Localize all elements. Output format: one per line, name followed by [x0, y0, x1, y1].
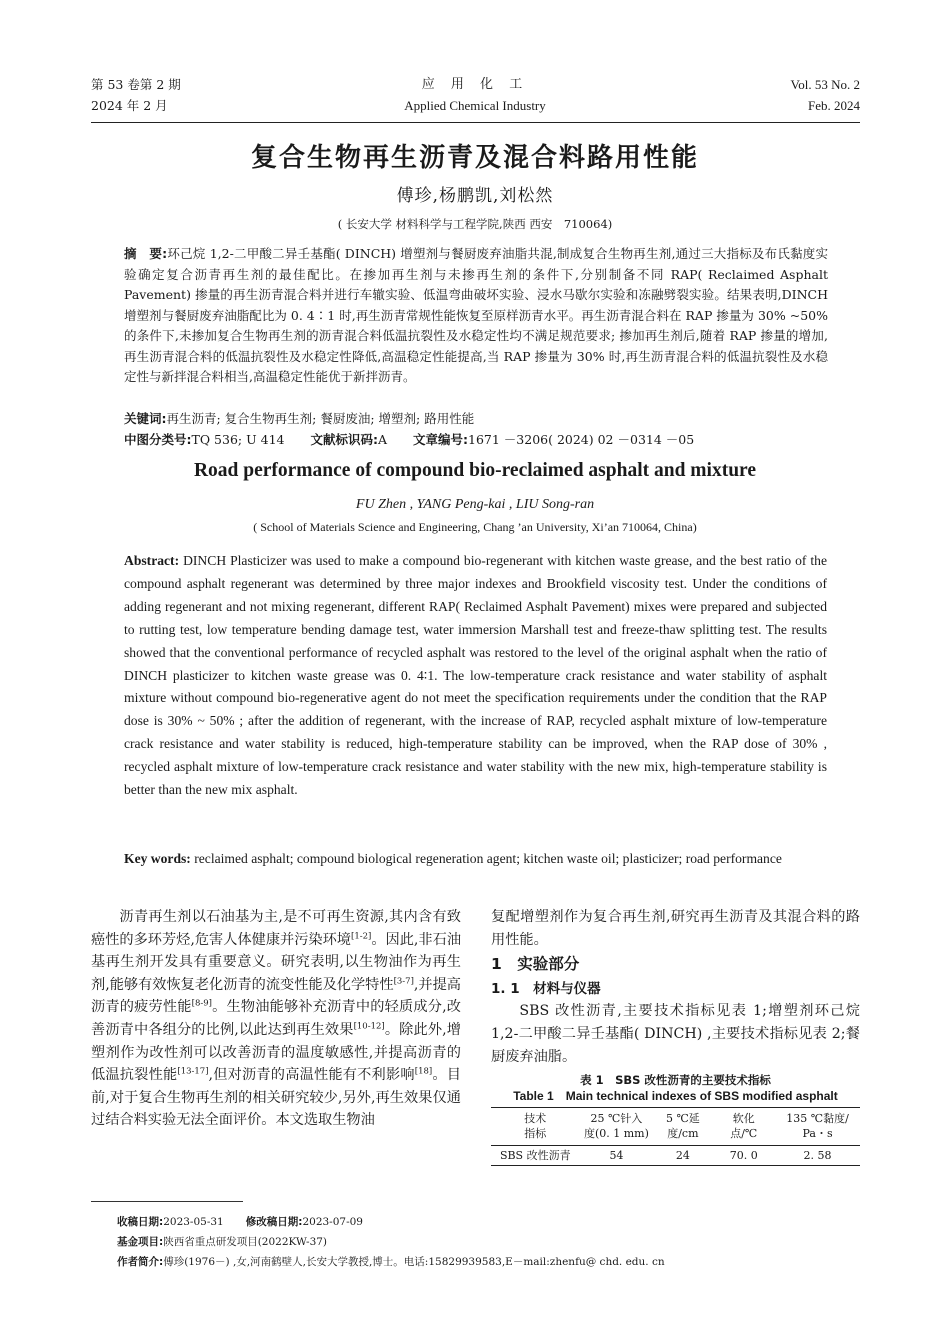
intro-text-2: 。因此,非石油基再生剂开发具有重要意义。研究表明,以生物油作为再生剂,能够有效恢复老化沥青的流变性能及化学特性 [91, 931, 462, 993]
intro-text-7: 。目前,对于复合生物再生剂的相关研究较少,另外,再生效果仅通过结合料实验无法全面评价。本文选取生物油 [91, 1067, 461, 1129]
materials-paragraph: SBS 改性沥青,主要技术指标见表 1;增塑剂环己烷 1,2-二甲酸二异壬基酯( DINCH) ,主要技术指标见表 2;餐厨废弃油脂。 [491, 1003, 860, 1065]
keywords-cn-text: 再生沥青; 复合生物再生剂; 餐厨废油; 增塑剂; 路用性能 [166, 411, 475, 426]
footnote-fund [117, 1232, 860, 1252]
clc-label: 中图分类号: [124, 432, 192, 447]
table-header-row [491, 1108, 860, 1146]
intro-text-3: ,并提高沥青的疲劳性能 [91, 976, 461, 1016]
intro-text-1: 沥青再生剂以石油基为主,是不可再生资源,其内含有致癌性的多环芳烃,危害人体健康并污染环境 [91, 909, 461, 948]
abstract-en-label: Abstract: [124, 553, 180, 568]
doc-code-value: A [377, 432, 387, 447]
classification-cn [124, 430, 828, 451]
citation: [8-9] [191, 998, 212, 1009]
header-date-cn: 2024 年 2 月 [91, 98, 168, 113]
table-header-cell: 软化 点/℃ [730, 1112, 758, 1141]
intro-continuation: 复配增塑剂作为复合再生剂,研究再生沥青及其混合料的路用性能。 [491, 909, 860, 948]
received-date: 2023-05-31 [163, 1216, 224, 1228]
abstract-cn-text: 环己烷 1,2-二甲酸二异壬基酯( DINCH) 增塑剂与餐厨废弃油脂共混,制成复合生物再生剂,通过三大指标及布氏黏度实验确定复合沥青再生剂的最佳配比。在掺加再生剂与未掺再生剂的条件下,分别制备不同 RAP( Reclaimed Asphalt Pavement) 掺量的再生沥青混合料并进行车辙实验、低温弯曲破坏实验、浸水马歇尔实验和冻融劈裂实验。结果表明,DINCH 增塑剂与餐厨废弃油脂配比为 0. 4∶1 时,再生沥青常规性能恢复至原样沥青水平。再生沥青混合料在 RAP 掺量为 30% ~50% 的条件下,未掺加复合生物再生剂的沥青混合料低温抗裂性及水稳定性均不满足规范要求; 掺加再生剂后,随着 RAP 掺量的增加,再生沥青混合料的低温抗裂性及水稳定性降低,高温稳定性能提高,当 RAP 掺量为 30% 时,再生沥青混合料的低温抗裂性及水稳定性与新拌混合料相当,高温稳定性能优于新拌沥青。 [124, 246, 829, 384]
journal-name-cn: 应 用 化 工 [421, 77, 529, 92]
table-header-cell: 5 ℃延 度/cm [665, 1112, 700, 1141]
intro-text-4: 。生物油能够补充沥青中的轻质成分,改善沥青中各组分的比例,以此达到再生效果 [91, 999, 461, 1038]
authors-cn: 傅珍,杨鹏凯,刘松然 [396, 186, 554, 206]
table-cell: 54 [609, 1149, 624, 1163]
citation: [18] [414, 1066, 433, 1077]
citation: [1-2] [351, 930, 372, 941]
received-label: 收稿日期: [117, 1216, 164, 1228]
keywords-cn [124, 409, 828, 430]
journal-name-en: Applied Chemical Industry [404, 98, 546, 113]
abstract-cn [124, 244, 828, 388]
section-heading: 1 实验部分 [491, 955, 580, 974]
revised-date: 2023-07-09 [302, 1216, 363, 1228]
table-cell: 2. 58 [803, 1149, 832, 1163]
body-left-column [91, 906, 461, 1132]
intro-text-5: 。除此外,增塑剂作为改性剂可以改善沥青的温度敏感性,并提高沥青的低温抗裂性能 [91, 1021, 461, 1084]
paper-title-en: Road performance of compound bio-reclaimed asphalt and mixture [193, 460, 757, 481]
header-volume-en: Vol. 53 No. 2 [790, 77, 860, 92]
clc-value: TQ 536; U 414 [191, 432, 285, 447]
keywords-cn-label: 关键词: [124, 411, 167, 426]
citation: [13-17] [177, 1066, 209, 1077]
header-volume-cn: 第 53 卷第 2 期 [91, 77, 181, 92]
author-bio-label: 作者简介: [117, 1256, 164, 1268]
table-caption-en: Table 1 Main technical indexes of SBS modified asphalt [513, 1089, 838, 1104]
revised-label: 修改稿日期: [245, 1216, 303, 1228]
table-caption-cn: 表 1 SBS 改性沥青的主要技术指标 [580, 1073, 771, 1088]
table-header-cell: 技术 指标 [524, 1112, 547, 1141]
footnote-rule [91, 1201, 243, 1202]
abstract-cn-label: 摘 要: [124, 246, 168, 261]
footnote-dates [117, 1212, 860, 1232]
header-date-en: Feb. 2024 [808, 98, 860, 113]
fund-label: 基金项目: [117, 1236, 164, 1248]
intro-paragraph [91, 906, 461, 1132]
table-row [491, 1146, 860, 1166]
intro-text-6: ,但对沥青的高温性能有不利影响 [208, 1067, 415, 1084]
article-no-label: 文章编号: [413, 432, 468, 447]
affiliation-cn: ( 长安大学 材料科学与工程学院,陕西 西安 710064) [337, 217, 613, 231]
authors-en: FU Zhen , YANG Peng-kai , LIU Song-ran [355, 497, 595, 512]
table-header-cell: 135 ℃黏度/ Pa・s [786, 1112, 849, 1141]
header-rule [91, 122, 860, 123]
citation: [3-7] [393, 976, 414, 987]
table-header-cell: 25 ℃针入 度(0. 1 mm) [583, 1112, 649, 1141]
paper-title-cn: 复合生物再生沥青及混合料路用性能 [250, 143, 699, 173]
subsection-heading: 1. 1 材料与仪器 [491, 980, 601, 997]
footnote-author [117, 1252, 860, 1272]
abstract-en-text: DINCH Plasticizer was used to make a compound bio-regenerant with kitchen waste grease, and the best ratio of the compound asphalt regenerant was determined by three major indexes and Brookfield viscosity test. Under the conditions of adding regenerant and not mixing regenerant, different RAP( Reclaimed Asphalt Pavement) mixes were prepared and subjected to rutting test, low temperature bending damage test, water immersion Marshall test and freeze-thaw splitting test. The results showed that the conventional performance of recycled asphalt was restored to the level of the original asphalt when the ratio of DINCH plasticizer to kitchen waste grease was 0. 4∶1. The low-temperature crack resistance and water stability of asphalt mixture without compound bio-regenerative agent do not meet the specification requirements under the condition that the RAP dose is 30% ~ 50% ; after the addition of regenerant, with the increase of RAP, recycled asphalt mixture of low-temperature crack resistance and water stability is reduced, high-temperature stability can be improved, when the RAP dose of 30% , recycled asphalt mixture of low-temperature crack resistance and water stability with the new mix, high-temperature stability is better than the new mix asphalt. [124, 553, 827, 798]
author-bio-text: 傅珍(1976－) ,女,河南鹤壁人,长安大学教授,博士。电话:15829939583,E－mail:zhenfu@ chd. edu. cn [163, 1256, 665, 1268]
abstract-en [124, 550, 827, 802]
body-right-column [491, 906, 860, 1166]
doc-code-label: 文献标识码: [310, 432, 378, 447]
table-cell: 70. 0 [729, 1149, 758, 1163]
citation: [10-12] [353, 1021, 385, 1032]
article-no-value: 1671 －3206( 2024) 02 －0314 －05 [468, 432, 695, 447]
table-cell: SBS 改性沥青 [499, 1149, 571, 1163]
affiliation-en: ( School of Materials Science and Engineering, Chang ’an University, Xi’an 710064, China) [253, 520, 697, 534]
fund-text: 陕西省重点研发项目(2022KW-37) [163, 1236, 328, 1248]
keywords-en [124, 848, 827, 871]
table-sbs-indexes [491, 1107, 860, 1166]
table-cell: 24 [675, 1149, 690, 1163]
keywords-en-text: reclaimed asphalt; compound biological regeneration agent; kitchen waste oil; plasticizer; road performance [190, 851, 782, 866]
keywords-en-label: Key words: [124, 851, 191, 866]
